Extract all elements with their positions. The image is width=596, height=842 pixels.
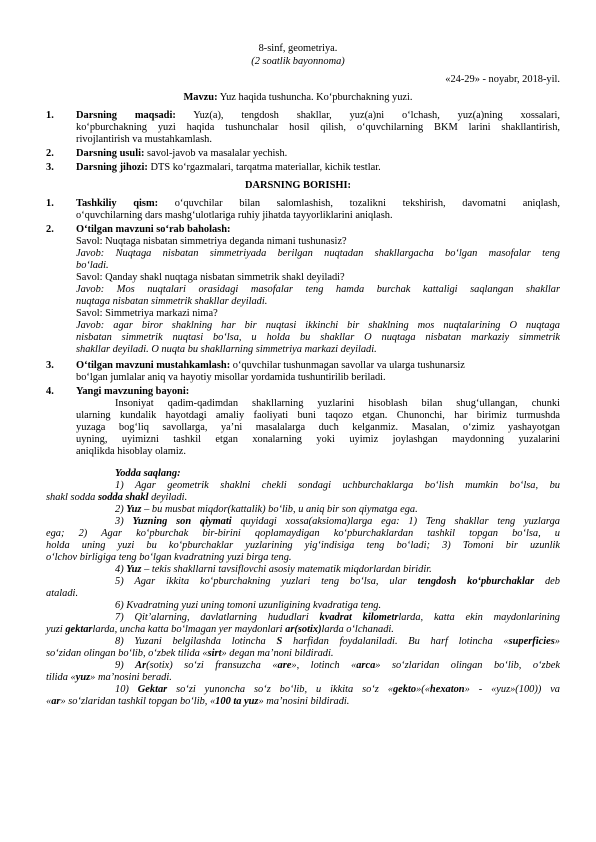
doc-date: «24-29» - noyabr, 2018-yil. [445,74,560,85]
intro-text-1: Insoniyat qadim-qadimdan shakllarning yuzlarini hisoblash bilan shug‘ullangan, chunki [115,398,560,409]
remember-3-text-3: holda uning yuzi bu ko‘pburchaklar yuzlarining yig‘indisiga teng bo‘ladi; 3) Tomoni bir uzunlik [46,540,560,551]
goal-1-label: Darsning maqsadi: [76,110,176,121]
remember-9-line-2 [46,672,172,684]
remember-1-text-1: 1) Agar geometrik shaklni chekli sondagi uchburchaklarga bo‘lish mumkin bo‘lsa, bu [115,480,560,491]
remember-9-text-g: » so‘zlaridan olingan bo‘lib, o‘zbek [375,660,560,671]
answer-1-text-1: Javob: Nuqtaga nisbatan simmetriyada berilgan nuqtadan shakllargacha bo‘lgan masofalar teng [76,248,560,259]
remember-9-term-3: arca [356,660,376,671]
goal-1-text-1: Yuz(a), tengdosh shakllar, yuz(a)ni o‘lchash, yuz(a)ning xossalari, [175,110,560,121]
step-2-number: 2. [46,224,54,235]
answer-1-line-1 [76,248,560,260]
remember-1-term: sodda shakl [97,492,149,503]
topic-text: Yuz haqida tushuncha. Ko‘pburchakning yuzi. [217,92,413,103]
remember-7-term-3: ar(sotix) [285,624,322,635]
remember-3-text-4: o‘lchov birligiga teng bo‘lgan kvadratning yuzi birga teng. [46,552,292,563]
remember-10-term-2: gekto [392,684,417,695]
remember-10-term-3: hexaton [429,684,465,695]
goal-3-number: 3. [46,162,54,173]
section-heading: DARSNING BORISHI: [245,180,351,191]
remember-8-text-a: 8) Yuzani belgilashda lotincha [115,636,277,647]
remember-7-text-2c: larda, uncha katta bo‘lmagan yer maydonlari [92,624,286,635]
remember-heading: Yodda saqlang: [115,468,181,479]
step-3-text-2: bo‘lgan jumlalar aniq va hayotiy misollar yordamida tushuntirilib beriladi. [76,372,386,383]
remember-4-line [115,564,432,576]
remember-9-text-2a: tilida « [46,672,76,683]
doc-subtitle: (2 soatlik bayonnoma) [251,56,345,67]
step-4-label: Yangi mavzuning bayoni: [76,386,190,397]
remember-7-text-c: larda, katta ekin maydonlarining [398,612,560,623]
remember-10-term-1: Gektar [137,684,168,695]
remember-3-line-2 [46,528,560,540]
goal-3-line [76,162,381,174]
remember-7-line-1 [115,612,560,624]
step-3-line-1 [76,360,465,372]
intro-line-3 [76,422,560,434]
remember-7-term-1: kvadrat kilometr [319,612,399,623]
remember-10-term-5: 100 ta yuz [215,696,259,707]
remember-3-text-a: 3) [115,516,133,527]
answer-3-text-1: Javob: agar biror shaklning har bir nuqtasi ikkinchi bir shaklning mos nuqtalarining O nuqtaga [76,320,560,331]
goal-2-line [76,148,287,160]
remember-9-line-1 [115,660,560,672]
remember-2-text-c: – bu musbat miqdor(kattalik) bo‘lib, u aniq bir son qiymatga ega. [141,504,418,515]
remember-3-text-2: ega; 2) Agar ko‘pburchak bir-birini qoplamaydigan ko‘pburchaklardan tashkil topgan bo‘lsa, u [46,528,560,539]
remember-9-text-c: (sotix) so‘zi fransuzcha « [146,660,278,671]
question-3: Savol: Simmetriya markazi nima? [76,308,218,319]
remember-10-text-2c: » so‘zlaridan tashkil topgan bo‘lib, « [60,696,216,707]
remember-8-term-2: sirt [207,648,222,659]
goal-2-label: Darsning usuli: [76,148,145,159]
remember-4-text-c: – tekis shakllarni tavsiflovchi asosiy matematik miqdorlardan biridir. [141,564,432,575]
step-1-text-2: o‘quvchilarning dars mashg‘ulotlariga ruhiy jihatda tayyorliklarini aniqlash. [76,210,393,221]
goal-2-number: 2. [46,148,54,159]
remember-5-text-2: ataladi. [46,588,79,599]
remember-7-line-2 [46,624,394,636]
answer-3-text-3: shakllar deyiladi. O nuqta bu shakllarning simmetriya markazi deyiladi. [76,344,377,355]
remember-8-line-1 [115,636,560,648]
remember-2-term: Yuz [126,504,142,515]
remember-10-text-g: » - «yuz»(100)) va [464,684,560,695]
remember-1-line-2 [46,492,187,504]
answer-3-line-1 [76,320,560,332]
remember-9-term-1: Ar [135,660,147,671]
intro-line-4 [76,434,560,446]
step-1-text-1: o‘quvchilar bilan salomlashish, tozalikni tekshirish, davomatni aniqlash, [158,198,560,209]
remember-8-term-1: superficies [508,636,555,647]
step-3-label: O‘tilgan mavzuni mustahkamlash: [76,360,231,371]
remember-9-text-a: 9) [115,660,136,671]
doc-title: 8-sinf, geometriya. [258,43,338,54]
intro-text-3: yuzaga bog‘liq savollarga, ya’ni masalalarga duch kelganmiz. Masalan, o‘zimiz yashayotgan [76,422,560,433]
remember-8-text-e: » [554,636,560,647]
remember-8-text-c: harfidan foydalaniladi. Bu harf lotincha « [282,636,509,647]
step-2-label: O‘tilgan mavzuni so‘rab baholash: [76,224,231,235]
intro-line-1 [115,398,560,410]
remember-8-letter: S [276,636,283,647]
remember-10-text-c: so‘zi yunoncha so‘z bo‘lib, u ikkita so‘z « [167,684,393,695]
remember-2-text-a: 2) [115,504,127,515]
intro-text-4: uyning, uyimizni tashkil etgan xonalarning yoki uyimiz joylashgan maydonning yuzalarini [76,434,560,445]
step-3-text-1: o‘quvchilar tushunmagan savollar va ularga tushunarsiz [230,360,465,371]
remember-10-line-1 [115,684,560,696]
intro-text-5: aniqlikda hisoblay olamiz. [76,446,186,457]
answer-1-text-2: bo‘ladi. [76,260,109,271]
answer-2-text-1: Javob: Mos nuqtalari orasidagi masofalar teng hamda burchak kattaligi saqlangan shakllar [76,284,560,295]
answer-2-text-2: nuqtaga nisbatan simmetrik shakllar deyiladi. [76,296,268,307]
remember-10-text-2a: « [46,696,52,707]
remember-10-text-2e: » ma’nosini bildiradi. [258,696,350,707]
topic-line [0,92,596,104]
goal-1-number: 1. [46,110,54,121]
remember-10-line-2 [46,696,349,708]
remember-5-text-a: 5) Agar ikkita ko‘pburchakning yuzlari teng bo‘lsa, ular [115,576,418,587]
answer-2-line-1 [76,284,560,296]
remember-7-term-2: gektar [65,624,93,635]
step-3-number: 3. [46,360,54,371]
remember-8-text-2c: » degan ma’noni bildiradi. [221,648,334,659]
remember-1-line-1 [115,480,560,492]
step-1-number: 1. [46,198,54,209]
step-1-label: Tashkiliy qism: [76,198,159,209]
goal-1-line-1 [76,110,560,122]
remember-3-line-3 [46,540,560,552]
remember-10-text-e: »(« [416,684,430,695]
goal-1-line-2 [76,122,560,134]
remember-3-term: Yuzning son qiymati [132,516,232,527]
question-2: Savol: Qanday shakl nuqtaga nisbatan simmetrik shakl deyiladi? [76,272,345,283]
remember-10-term-4: ar [51,696,61,707]
goal-2-text: savol-javob va masalalar yechish. [144,148,288,159]
remember-2-line [115,504,418,516]
intro-text-2: ularning kundalik hayotdagi amaliy faoliyati buni taqozo etgan. Chunonchi, har birimiz turmushda [76,410,560,421]
remember-9-term-2: are [277,660,292,671]
remember-7-text-a: 7) Qit’alarning, davlatlarning hududlari [115,612,320,623]
remember-1-text-2a: shakl sodda [46,492,98,503]
remember-1-text-2c: deyiladi. [148,492,188,503]
step-4-number: 4. [46,386,54,397]
step-1-line-1 [76,198,560,210]
remember-5-term: tengdosh ko‘pburchaklar [417,576,535,587]
remember-9-term-4: yuz [75,672,91,683]
topic-label: Mavzu: [183,92,218,103]
remember-4-text-a: 4) [115,564,127,575]
remember-7-text-2e: larda o‘lchanadi. [321,624,394,635]
goal-1-text-2: ko‘pburchakning yuzi haqida tushunchalar hosil qilish, o‘quvchilarning BKM larini shakllantirish, [76,122,560,133]
remember-3-line-1 [115,516,560,528]
answer-3-line-2 [76,332,560,344]
remember-9-text-e: », lotinch « [291,660,357,671]
remember-8-line-2 [46,648,333,660]
remember-7-text-2a: yuzi [46,624,66,635]
intro-line-2 [76,410,560,422]
goal-1-text-3: rivojlantirish va mustahkamlash. [76,134,212,145]
remember-9-text-2c: » ma’nosini beradi. [90,672,172,683]
remember-3-text-c: quyidagi xossa(aksioma)larga ega: 1) Teng shakllar teng yuzlarga [231,516,560,527]
remember-4-term: Yuz [126,564,142,575]
remember-10-text-a: 10) [115,684,138,695]
goal-3-label: Darsning jihozi: [76,162,148,173]
answer-3-text-2: nisbatan simmetrik nuqtasi bo‘lsa, u holda bu shakllar O nuqtaga nisbatan markaziy simmetrik [76,332,560,343]
remember-5-text-c: deb [534,576,560,587]
remember-8-text-2a: so‘zidan olingan bo‘lib, o‘zbek tilida « [46,648,208,659]
goal-3-text: DTS ko‘rgazmalari, tarqatma materiallar, kichik testlar. [147,162,381,173]
remember-5-line-1 [115,576,560,588]
question-1: Savol: Nuqtaga nisbatan simmetriya deganda nimani tushunasiz? [76,236,347,247]
remember-6-text: 6) Kvadratning yuzi uning tomoni uzunligining kvadratiga teng. [115,600,382,611]
